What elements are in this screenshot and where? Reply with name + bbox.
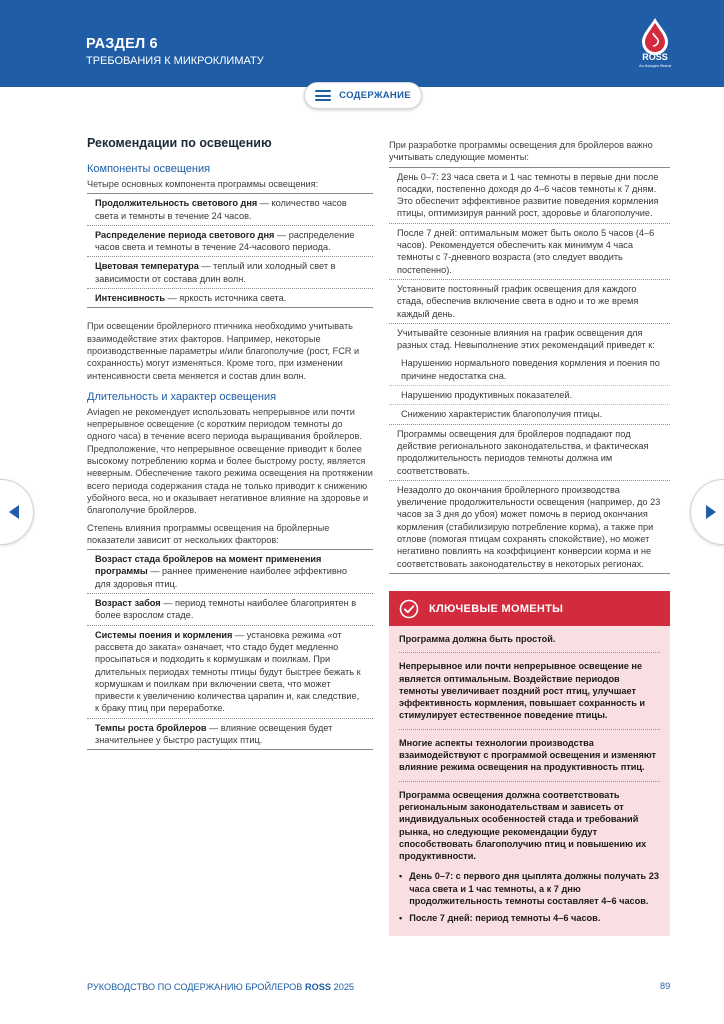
sub-list-item: Нарушению продуктивных показателей.	[389, 386, 670, 405]
duration-heading: Длительность и характер освещения	[87, 390, 277, 403]
contents-button[interactable]	[304, 82, 422, 109]
list-item: Продолжительность светового дня — количество часов света и темноты в течение 24 часов.	[87, 194, 373, 226]
menu-icon	[315, 90, 331, 101]
page-header	[0, 0, 724, 87]
bullet-item: • После 7 дней: период темноты 4–6 часов.	[399, 913, 601, 924]
list-item: После 7 дней: оптимальным может быть около 5 часов (4–6 часов). Рекомендуется обеспечить как минимум 4 часа темноты с 7-дневного возраста (это следует вводить постепенно).	[389, 224, 670, 280]
list-item: Возраст стада бройлеров на момент применения программы — раннее применение наиболее эффективно для здоровья птиц.	[87, 550, 373, 594]
considerations-list	[389, 167, 670, 574]
key-point: Многие аспекты технологии производства взаимодействуют с программой освещения и изменяют влияние режима освещения на продуктивность птиц.	[399, 730, 660, 782]
key-points-header	[389, 591, 670, 626]
arrow-left-icon	[9, 505, 19, 519]
sub-list-item: Снижению характеристик благополучия птицы.	[389, 405, 670, 424]
ross-logo	[632, 16, 678, 76]
key-points-body	[389, 626, 670, 936]
components-list	[87, 193, 373, 308]
right-column	[389, 139, 670, 574]
paragraph: Aviagen не рекомендует использовать непрерывное или почти непрерывное освещение (с коротким периодом темноты до одного часа) в течение всего периода выращивания бройлеров. Предположение, что непрерывное освещение приводит к более высокому потреблению корма и более быстрому росту, является неверным. Обеспечение такого режима освещения на протяжении всего периода содержания стада не только приводит к снижению убойного веса, но и оказывает негативное влияние на здоровье и благополучие бройлеров.	[87, 406, 373, 516]
key-point: Программа освещения должна соответствовать региональным законодательствам и зависеть от индивидуальных особенностей стада и требований рынка, но следующие рекомендации будут способствовать благополучию птиц и повышению их продуктивности. • День 0–7: с первого дня цыплята должны получать 23 часа света и 1 час темноты, а к 7 дню продолжительность темноты составляет 4–6 часов. • После 7 дней: период темноты 4–6 часов.	[399, 789, 659, 924]
section-title: РАЗДЕЛ 6	[86, 36, 158, 52]
key-point: Программа должна быть простой.	[399, 626, 660, 653]
key-points-title: КЛЮЧЕВЫЕ МОМЕНТЫ	[429, 602, 564, 615]
bullet-icon: •	[399, 871, 403, 882]
page-heading: Рекомендации по освещению	[87, 136, 272, 150]
paragraph: При освещении бройлерного птичника необходимо учитывать взаимодействие этих факторов. Например, некоторые производственные параметры и/или благополучие (рост, FCR и сохранность) могут изменяться. Кроме того, при изменении интенсивности света меняется и состав длин волн.	[87, 321, 360, 381]
next-page-button[interactable]	[690, 479, 724, 545]
list-item: Программы освещения для бройлеров подпадают под действие регионального законодательства, и фактическая продолжительность периодов темноты должна им соответствовать.	[389, 425, 670, 481]
right-intro: При разработке программы освещения для бройлеров важно учитывать следующие моменты:	[389, 140, 653, 163]
list-item: Системы поения и кормления — установка режима «от рассвета до заката» означает, что стадо будет медленно просыпаться и подходить к кормушкам и поилкам. При длительных периодах темноты птицы будут быстрее бежать к кормушкам и поилкам при включении света, что может привести к увеличению количества царапин и, как следствие, к браку птиц при переработке.	[87, 626, 373, 719]
key-point: Непрерывное или почти непрерывное освещение не является оптимальным. Воздействие периодов темноты увеличивает поздний рост птиц, улучшает эффективность кормления, повышает сохранность и стимулирует естественное поведение птицы.	[399, 653, 660, 729]
check-circle-icon	[399, 599, 419, 619]
factors-intro: Степень влияния программы освещения на бройлерные показатели зависит от нескольких факторов:	[87, 522, 330, 545]
ross-drop-icon	[632, 16, 678, 56]
footer-title: РУКОВОДСТВО ПО СОДЕРЖАНИЮ БРОЙЛЕРОВ ROSS 2025	[87, 982, 355, 992]
list-item: Интенсивность — яркость источника света.	[95, 293, 287, 304]
factors-list	[87, 549, 373, 750]
arrow-right-icon	[706, 505, 716, 519]
bullet-icon: •	[399, 913, 403, 924]
left-column	[87, 136, 373, 753]
section-subtitle: ТРЕБОВАНИЯ К МИКРОКЛИМАТУ	[86, 55, 264, 67]
previous-page-button[interactable]	[0, 479, 34, 545]
components-intro: Четыре основных компонента программы освещения:	[87, 179, 319, 189]
logo-tagline: An Aviagen Brand	[639, 63, 671, 68]
bullet-item: • День 0–7: с первого дня цыплята должны получать 23 часа света и 1 час темноты, а к 7 дню продолжительность темноты составляет 4–6 часов.	[399, 871, 659, 907]
list-item: Темпы роста бройлеров — влияние освещения будет значительнее у быстро растущих птиц.	[95, 722, 333, 745]
contents-label: СОДЕРЖАНИЕ	[339, 90, 411, 101]
list-item: День 0–7: 23 часа света и 1 час темноты в первые дни после посадки, постепенно доходя до 4–6 часов темноты к 7 дням. Это обеспечит эффективное развитие поведения кормления птицы, оптимизируя ранний рост, здоровье и благополучие.	[389, 168, 670, 224]
sub-list-item: Нарушению нормального поведения кормления и поения по причине недостатка сна.	[389, 354, 670, 386]
list-item: Незадолго до окончания бройлерного производства увеличение продолжительности освещения (например, до 23 часов за 3 дня до убоя) может помочь в период окончания кормления (стабилизирую потребление корма), а также при отлове (помогая птицам сохранять спокойствие), но может негативно повлиять на коэффициент конверсии корма и не соответствовать законодательству в некоторых регионах.	[397, 484, 661, 569]
components-heading: Компоненты освещения	[87, 163, 211, 175]
logo-brand: ROSS	[642, 52, 668, 62]
list-item: Распределение периода светового дня — распределение часов света и темноты в течение 24-часового периода.	[87, 226, 373, 258]
list-item: Цветовая температура — теплый или холодный свет в зависимости от состава длин волн.	[87, 257, 373, 289]
list-item: Учитывайте сезонные влияния на график освещения для разных стад. Невыполнение этих рекомендаций приведет к:	[397, 327, 655, 351]
list-item: Установите постоянный график освещения для каждого стада, обеспечив включение света в одно и то же время каждый день.	[389, 280, 670, 324]
page-number: 89	[660, 981, 671, 991]
key-points-box	[389, 591, 670, 936]
list-item: Возраст забоя — период темноты наиболее благоприятен в более взрослом стаде.	[87, 594, 373, 626]
